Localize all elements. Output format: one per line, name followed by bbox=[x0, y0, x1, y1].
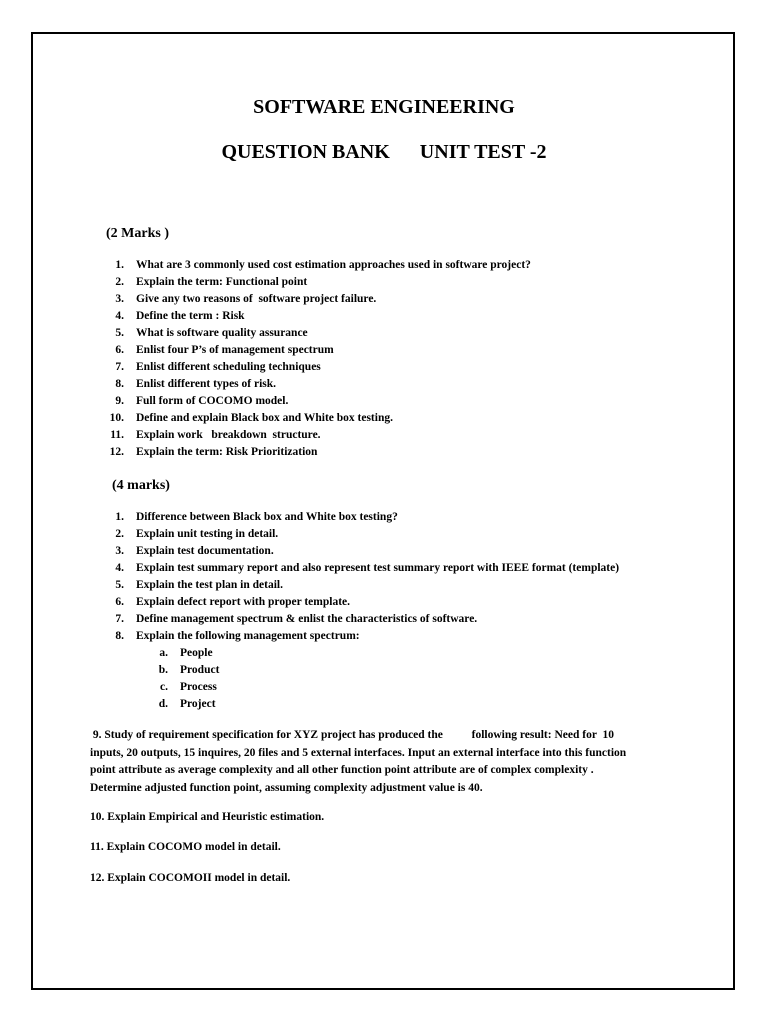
item-letter: d. bbox=[158, 698, 168, 710]
list-item bbox=[115, 325, 531, 342]
question-text: Explain test summary report and also represent test summary report with IEEE format (template) bbox=[136, 562, 620, 574]
item-number: 2. bbox=[115, 276, 124, 288]
list-item bbox=[115, 257, 531, 274]
item-letter: a. bbox=[159, 647, 168, 659]
question-text: Enlist different types of risk. bbox=[136, 378, 277, 390]
item-number: 3. bbox=[115, 293, 124, 305]
question-text: Difference between Black box and White box testing? bbox=[136, 511, 398, 523]
list-item bbox=[115, 308, 531, 325]
question-text: Explain the following management spectrum: bbox=[136, 630, 360, 642]
question-text: Define management spectrum & enlist the characteristics of software. bbox=[136, 613, 478, 625]
item-number: 10. bbox=[109, 412, 124, 424]
list-item bbox=[115, 560, 620, 577]
question-12: 12. Explain COCOMOII model in detail. bbox=[90, 872, 291, 884]
item-number: 4. bbox=[115, 562, 124, 574]
sublist-item bbox=[158, 662, 220, 679]
list-item bbox=[109, 444, 531, 461]
item-number: 2. bbox=[115, 528, 124, 540]
question-text: What is software quality assurance bbox=[136, 327, 308, 339]
question-text: Explain work breakdown structure. bbox=[136, 429, 321, 441]
question-text: Give any two reasons of software project failure. bbox=[136, 293, 377, 305]
management-spectrum-sublist bbox=[158, 645, 220, 713]
question-9-paragraph bbox=[90, 727, 690, 797]
list-item bbox=[115, 594, 619, 611]
item-number: 1. bbox=[115, 511, 124, 523]
item-number: 6. bbox=[115, 596, 124, 608]
sublist-text: Process bbox=[180, 681, 217, 693]
list-item bbox=[110, 427, 531, 444]
item-number: 12. bbox=[109, 446, 124, 458]
list-item bbox=[115, 393, 531, 410]
list-item bbox=[115, 526, 619, 543]
item-number: 11. bbox=[110, 429, 124, 441]
item-number: 6. bbox=[115, 344, 124, 356]
sublist-item bbox=[158, 696, 219, 713]
question-list-2-marks bbox=[109, 257, 531, 461]
list-item bbox=[115, 611, 619, 628]
sublist-item bbox=[159, 645, 219, 662]
question-text: Explain the term: Functional point bbox=[136, 276, 308, 288]
item-number: 9. bbox=[115, 395, 124, 407]
list-item bbox=[115, 509, 619, 526]
question-list-4-marks bbox=[115, 509, 620, 645]
sublist-text: Project bbox=[180, 698, 216, 710]
question-text: Enlist different scheduling techniques bbox=[136, 361, 321, 373]
document-subtitle: QUESTION BANK UNIT TEST -2 bbox=[221, 141, 547, 163]
list-item bbox=[109, 410, 531, 427]
sublist-text: Product bbox=[180, 664, 220, 676]
item-number: 5. bbox=[115, 579, 124, 591]
question-text: Explain test documentation. bbox=[136, 545, 274, 557]
item-number: 3. bbox=[115, 545, 124, 557]
sublist-text: People bbox=[180, 647, 213, 659]
question-text: Explain the test plan in detail. bbox=[136, 579, 283, 591]
item-letter: b. bbox=[158, 664, 168, 676]
list-item bbox=[115, 376, 531, 393]
list-item bbox=[115, 291, 531, 308]
item-number: 4. bbox=[115, 310, 124, 322]
list-item bbox=[115, 342, 531, 359]
paragraph-line: inputs, 20 outputs, 15 inquires, 20 files and 5 external interfaces. Input an external interface into this function bbox=[90, 746, 627, 759]
list-item bbox=[115, 274, 531, 291]
paragraph-line: 9. Study of requirement specification for XYZ project has produced the following result: Need for 10 bbox=[90, 729, 614, 741]
question-text: Define and explain Black box and White box testing. bbox=[136, 412, 393, 424]
item-number: 8. bbox=[115, 630, 124, 642]
list-item bbox=[115, 577, 619, 594]
question-11: 11. Explain COCOMO model in detail. bbox=[90, 841, 281, 853]
question-text: Define the term : Risk bbox=[136, 310, 245, 322]
list-item bbox=[115, 359, 531, 376]
section-heading-2-marks: (2 Marks ) bbox=[106, 226, 169, 241]
item-number: 7. bbox=[115, 613, 124, 625]
list-item bbox=[115, 628, 619, 645]
question-text: Explain the term: Risk Prioritization bbox=[136, 446, 318, 458]
list-item bbox=[115, 543, 619, 560]
sublist-item bbox=[160, 679, 219, 696]
item-number: 7. bbox=[115, 361, 124, 373]
question-text: Full form of COCOMO model. bbox=[136, 395, 289, 407]
paragraph-line: Determine adjusted function point, assuming complexity adjustment value is 40. bbox=[90, 781, 483, 794]
question-text: Enlist four P’s of management spectrum bbox=[136, 344, 334, 356]
item-number: 1. bbox=[115, 259, 124, 271]
document-title: SOFTWARE ENGINEERING bbox=[253, 96, 515, 118]
item-letter: c. bbox=[160, 681, 168, 693]
paragraph-line: point attribute as average complexity and all other function point attribute are of complex complexity . bbox=[90, 764, 594, 776]
question-text: Explain defect report with proper template. bbox=[136, 596, 351, 608]
question-text: Explain unit testing in detail. bbox=[136, 528, 279, 540]
question-text: What are 3 commonly used cost estimation approaches used in software project? bbox=[136, 259, 531, 271]
item-number: 5. bbox=[115, 327, 124, 339]
section-heading-4-marks: (4 marks) bbox=[112, 478, 170, 493]
question-10: 10. Explain Empirical and Heuristic estimation. bbox=[90, 811, 325, 823]
item-number: 8. bbox=[115, 378, 124, 390]
